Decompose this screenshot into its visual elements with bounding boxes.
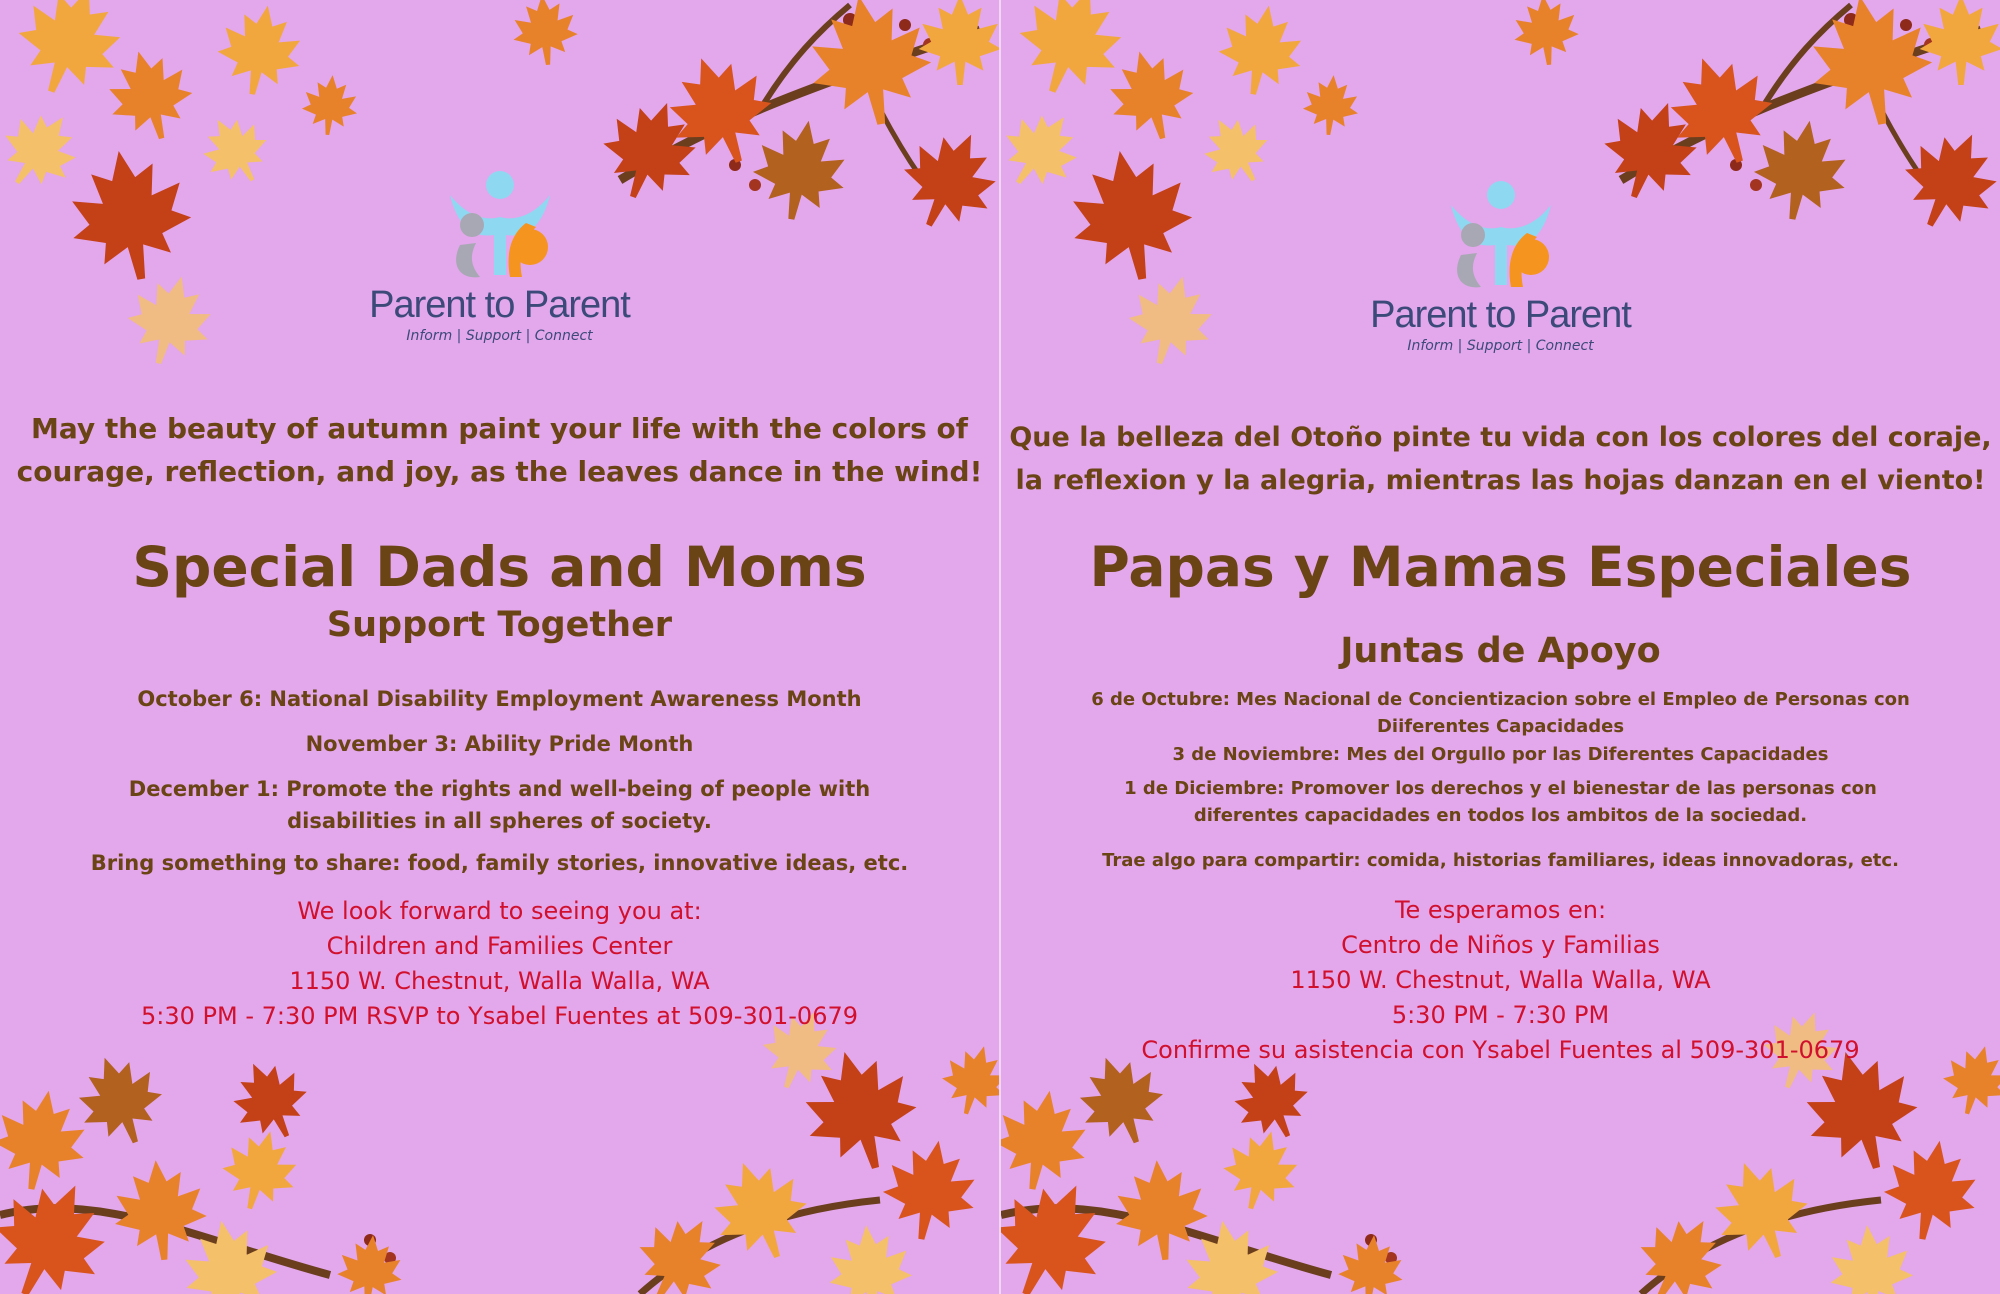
event-subtitle: Support Together [326, 605, 673, 645]
invite-line: We look forward to seeing you at: [297, 897, 702, 925]
logo-name: Parent to Parent [1370, 294, 1631, 336]
english-flyer [0, 0, 999, 1294]
venue-address: 1150 W. Chestnut, Walla Walla, WA [289, 967, 710, 995]
intro-line-1: Que la belleza del Otoño pinte tu vida con los colores del coraje, [1009, 422, 1992, 453]
time-rsvp: 5:30 PM - 7:30 PM RSVP to Ysabel Fuentes at 509-301-0679 [140, 1002, 859, 1030]
date-item: December 1: Promote the rights and well-being of people with [128, 777, 871, 801]
intro-line-2: la reflexion y la alegria, mientras las hojas danzan en el viento! [1015, 465, 1986, 496]
date-item: 1 de Diciembre: Promover los derechos y el bienestar de las personas con [1124, 778, 1877, 799]
parent-to-parent-logo [1001, 175, 2000, 355]
bring-note: Bring something to share: food, family stories, innovative ideas, etc. [90, 851, 909, 875]
rsvp-line: Confirme su asistencia con Ysabel Fuentes al 509-301-0679 [1141, 1036, 1860, 1064]
event-title: Special Dads and Moms [132, 535, 867, 599]
date-item: Diiferentes Capacidades [1376, 716, 1625, 737]
event-title: Papas y Mamas Especiales [1089, 535, 1912, 599]
date-item: disabilities in all spheres of society. [287, 809, 712, 833]
people-logo-icon [430, 165, 570, 285]
event-subtitle: Juntas de Apoyo [1340, 631, 1661, 671]
venue-name: Centro de Niños y Familias [1341, 931, 1660, 959]
date-item: October 6: National Disability Employment Awareness Month [137, 687, 862, 711]
parent-to-parent-logo [0, 165, 999, 345]
date-item: November 3: Ability Pride Month [305, 732, 694, 756]
invite-line: Te esperamos en: [1394, 896, 1607, 924]
intro-line-1: May the beauty of autumn paint your life with the colors of [31, 412, 968, 445]
bring-note: Trae algo para compartir: comida, historias familiares, ideas innovadoras, etc. [1102, 850, 1899, 871]
logo-tagline: Inform | Support | Connect [406, 328, 593, 344]
venue-address: 1150 W. Chestnut, Walla Walla, WA [1290, 966, 1711, 994]
intro-line-2: courage, reflection, and joy, as the leaves dance in the wind! [16, 455, 983, 488]
venue-name: Children and Families Center [326, 932, 673, 960]
spanish-flyer [1001, 0, 2000, 1294]
date-item: 3 de Noviembre: Mes del Orgullo por las Diferentes Capacidades [1172, 744, 1829, 765]
event-time: 5:30 PM - 7:30 PM [1391, 1001, 1610, 1029]
people-logo-icon [1431, 175, 1571, 295]
logo-name: Parent to Parent [369, 284, 630, 326]
date-item: 6 de Octubre: Mes Nacional de Concientizacion sobre el Empleo de Personas con [1091, 689, 1910, 710]
date-item: diferentes capacidades en todos los ambitos de la sociedad. [1193, 805, 1808, 826]
logo-tagline: Inform | Support | Connect [1407, 338, 1594, 354]
